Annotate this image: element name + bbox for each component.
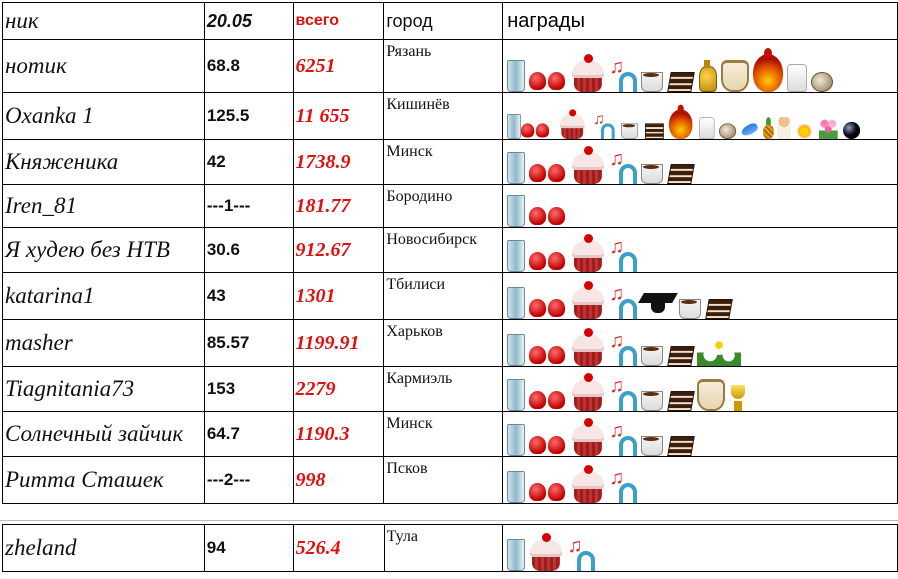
header-total: всего — [293, 3, 384, 40]
shoes-icon — [521, 119, 551, 139]
music-headphones-icon — [609, 330, 637, 366]
cupcake-icon — [571, 234, 605, 272]
daisy-icon — [697, 328, 741, 366]
cell-total: 1738.9 — [293, 140, 384, 185]
awards-icons — [507, 320, 895, 366]
table-row — [3, 228, 898, 273]
shoes-icon — [529, 385, 567, 411]
cake-icon — [667, 436, 695, 456]
cell-date: 43 — [204, 273, 293, 320]
cell-city: Минск — [384, 412, 503, 457]
awards-icons — [507, 525, 895, 571]
cell-date: 85.57 — [204, 320, 293, 367]
shoes-icon — [529, 340, 567, 366]
shell-icon — [719, 123, 736, 139]
coffee-icon — [641, 432, 665, 456]
table-row — [3, 367, 898, 412]
awards-icons — [507, 228, 895, 272]
ball-icon — [843, 122, 860, 139]
cell-city: Кишинёв — [384, 93, 503, 140]
cell-total: 526.4 — [293, 525, 384, 572]
glass-icon — [507, 287, 525, 319]
cell-city: Новосибирск — [384, 228, 503, 273]
cell-total: 2279 — [293, 367, 384, 412]
cell-city: Кармиэль — [384, 367, 503, 412]
cupcake-icon — [571, 146, 605, 184]
coffee-icon — [641, 160, 665, 184]
cell-nick: Солнечный зайчик — [3, 412, 205, 457]
table-row — [3, 525, 898, 572]
coffee-icon — [641, 342, 665, 366]
cupcake-icon — [571, 281, 605, 319]
awards-icons — [507, 412, 895, 456]
music-headphones-icon — [609, 283, 637, 319]
dolphin-icon — [741, 122, 758, 139]
shoes-icon — [529, 201, 567, 227]
glass-icon — [507, 240, 525, 272]
cell-date: 68.8 — [204, 40, 293, 93]
pineapple-icon — [763, 117, 774, 139]
cell-total: 11 655 — [293, 93, 384, 140]
music-headphones-icon — [609, 375, 637, 411]
awards-icons — [507, 367, 895, 411]
awards-icons — [507, 140, 895, 184]
cell-total: 1301 — [293, 273, 384, 320]
music-headphones-icon — [593, 111, 615, 139]
cell-awards — [503, 185, 898, 228]
cell-date: 64.7 — [204, 412, 293, 457]
cell-nick: Iren_81 — [3, 185, 205, 228]
awards-icons — [507, 273, 895, 319]
cake-icon — [667, 164, 695, 184]
cake-icon — [705, 299, 733, 319]
cell-total: 6251 — [293, 40, 384, 93]
cupcake-icon — [571, 373, 605, 411]
cell-awards — [503, 140, 898, 185]
coffee-icon — [641, 387, 665, 411]
cell-awards — [503, 367, 898, 412]
cell-date: 153 — [204, 367, 293, 412]
cell-date: 94 — [204, 525, 293, 572]
figure-icon — [777, 117, 791, 139]
cake-icon — [667, 346, 695, 366]
cell-city: Псков — [384, 457, 503, 504]
table-row — [3, 40, 898, 93]
shoes-icon — [529, 430, 567, 456]
cell-city: Тула — [384, 525, 503, 572]
shell-icon — [811, 72, 833, 92]
cell-total: 998 — [293, 457, 384, 504]
bag-icon — [699, 117, 715, 139]
cell-date: 30.6 — [204, 228, 293, 273]
shoes-icon — [529, 293, 567, 319]
cupcake-icon — [571, 418, 605, 456]
cell-date: ---2--- — [204, 457, 293, 504]
cake-icon — [667, 391, 695, 411]
cell-city: Минск — [384, 140, 503, 185]
glass-icon — [507, 471, 525, 503]
table-row — [3, 457, 898, 504]
cell-total: 912.67 — [293, 228, 384, 273]
cell-total: 181.77 — [293, 185, 384, 228]
rocking-chair-icon — [721, 60, 749, 92]
cell-nick: zheland — [3, 525, 205, 572]
page-divider — [0, 520, 898, 521]
music-headphones-icon — [609, 467, 637, 503]
cell-city: Тбилиси — [384, 273, 503, 320]
cell-nick: masher — [3, 320, 205, 367]
awards-icons — [507, 457, 895, 503]
cupcake-icon — [529, 533, 563, 571]
matryoshka-icon — [669, 105, 692, 139]
glass-icon — [507, 195, 525, 227]
music-headphones-icon — [609, 148, 637, 184]
shoes-icon — [529, 158, 567, 184]
shoes-icon — [529, 66, 567, 92]
table-row — [3, 273, 898, 320]
shoes-icon — [529, 477, 567, 503]
cell-awards — [503, 525, 898, 572]
cell-total: 1190.3 — [293, 412, 384, 457]
music-headphones-icon — [609, 56, 637, 92]
cell-date: 125.5 — [204, 93, 293, 140]
table-row — [3, 140, 898, 185]
cake-icon — [645, 123, 664, 139]
music-headphones-icon — [567, 535, 595, 571]
glass-icon — [507, 334, 525, 366]
awards-icons — [507, 93, 895, 139]
awards-icons — [507, 185, 895, 227]
cell-awards — [503, 412, 898, 457]
cell-city: Рязань — [384, 40, 503, 93]
graduation-cap-icon — [641, 289, 675, 319]
cell-nick: Oxanka 1 — [3, 93, 205, 140]
header-city: город — [384, 3, 503, 40]
glass-icon — [507, 60, 525, 92]
cupcake-icon — [571, 465, 605, 503]
cell-nick: Я худею без НТВ — [3, 228, 205, 273]
cell-nick: Tiagnitania73 — [3, 367, 205, 412]
cell-nick: katarina1 — [3, 273, 205, 320]
trophy-icon — [729, 385, 747, 411]
cell-nick: Княженика — [3, 140, 205, 185]
cake-icon — [667, 72, 695, 92]
cell-total: 1199.91 — [293, 320, 384, 367]
music-headphones-icon — [609, 236, 637, 272]
glass-icon — [507, 379, 525, 411]
header-nick: ник — [3, 3, 205, 40]
cell-awards — [503, 457, 898, 504]
samovar-icon — [697, 60, 717, 92]
cell-city: Харьков — [384, 320, 503, 367]
coffee-icon — [679, 295, 703, 319]
table-row — [3, 185, 898, 228]
cell-awards — [503, 40, 898, 93]
cell-nick: Ритта Сташек — [3, 457, 205, 504]
table-row — [3, 320, 898, 367]
cell-date: ---1--- — [204, 185, 293, 228]
cell-awards — [503, 93, 898, 140]
awards-icons — [507, 40, 895, 92]
table-row — [3, 412, 898, 457]
second-ranking-table — [2, 524, 898, 572]
glass-icon — [507, 539, 525, 571]
rocking-chair-icon — [697, 379, 725, 411]
header-date: 20.05 — [204, 3, 293, 40]
cupcake-icon — [571, 54, 605, 92]
cell-city: Бородино — [384, 185, 503, 228]
glass-icon — [507, 152, 525, 184]
cupcake-icon — [559, 109, 586, 139]
header-awards: награды — [503, 3, 898, 40]
coffee-icon — [641, 68, 665, 92]
music-headphones-icon — [609, 420, 637, 456]
ranking-table — [2, 2, 898, 504]
matryoshka-icon — [753, 48, 783, 92]
table-row — [3, 93, 898, 140]
cell-awards — [503, 320, 898, 367]
cell-date: 42 — [204, 140, 293, 185]
coffee-icon — [621, 120, 640, 139]
glass-icon — [507, 424, 525, 456]
header-row — [3, 3, 898, 40]
glass-icon — [507, 114, 521, 139]
sun-icon — [795, 122, 814, 139]
shoes-icon — [529, 246, 567, 272]
cell-awards — [503, 228, 898, 273]
cell-nick: нотик — [3, 40, 205, 93]
cupcake-icon — [571, 328, 605, 366]
bag-icon — [787, 64, 807, 92]
flowers-icon — [819, 117, 838, 139]
cell-awards — [503, 273, 898, 320]
